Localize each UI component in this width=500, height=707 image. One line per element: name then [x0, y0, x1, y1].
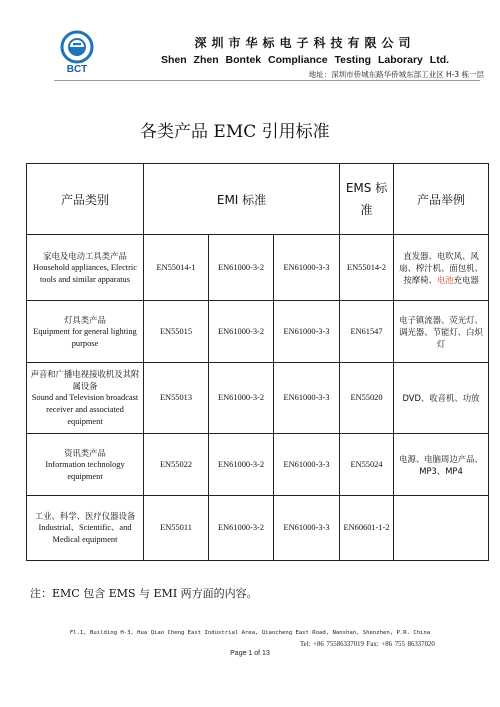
- category-en: Household appliances, Electric tools and similar apparatus: [33, 262, 137, 284]
- company-address: 地址：深圳市侨城东路华侨城东部工业区 H-3 栋一层: [308, 70, 484, 79]
- ems-standard: EN60601-1-2: [340, 496, 394, 561]
- category-cn: 资讯类产品: [64, 447, 106, 458]
- examples-cell: [394, 496, 489, 561]
- bct-logo: [54, 30, 100, 74]
- category-cell: [27, 363, 144, 434]
- company-name-cn: 深圳市华标电子科技有限公司: [194, 36, 416, 50]
- examples-cell: [394, 235, 489, 301]
- emi-standard-3: EN61000-3-3: [274, 363, 340, 434]
- emi-standard-2: EN61000-3-2: [209, 363, 274, 434]
- letterhead: [0, 0, 500, 80]
- category-cell: [27, 496, 144, 561]
- header-examples: 产品举例: [394, 164, 489, 235]
- ems-standard: EN55024: [340, 434, 394, 496]
- category-cell: [27, 301, 144, 363]
- company-name-en: Shen Zhen Bontek Compliance Testing Laborary Ltd.: [160, 54, 450, 66]
- emc-standards-table: [26, 163, 489, 561]
- ems-standard: EN61547: [340, 301, 394, 363]
- table-row: [27, 301, 489, 363]
- category-cn: 声音和广播电视接收机及其附属设备: [30, 369, 140, 391]
- category-cn: 工业、科学、医疗仪器设备: [34, 511, 136, 521]
- examples-text: 直发器、电吹风、风扇、榨汁机、面包机、按摩椅、: [399, 250, 483, 285]
- emi-standard-3: EN61000-3-3: [274, 301, 340, 363]
- table-row: [27, 496, 489, 561]
- category-cn: 家电及电动工具类产品: [43, 250, 127, 261]
- emi-standard-3: EN61000-3-3: [274, 434, 340, 496]
- category-en: Industrial、Scientific、and Medical equipment: [38, 523, 132, 544]
- examples-cell: 电源、电脑周边产品、MP3、MP4: [394, 434, 489, 496]
- ems-standard: EN55020: [340, 363, 394, 434]
- document-title: 各类产品 EMC 引用标准: [140, 122, 330, 142]
- category-en: Sound and Television broadcast receiver and associated equipment: [31, 393, 139, 426]
- header-category: 产品类别: [27, 164, 144, 235]
- emi-standard-1: EN55011: [144, 496, 209, 561]
- examples-highlight: 电池: [436, 274, 454, 285]
- examples-text-end: 充电器: [453, 274, 479, 285]
- header-divider: [54, 80, 480, 81]
- page-number: Page 1 of 13: [230, 650, 270, 657]
- emi-standard-1: EN55013: [144, 363, 209, 434]
- emi-standard-2: EN61000-3-2: [209, 301, 274, 363]
- header-emi: EMI 标准: [144, 164, 340, 235]
- emi-standard-3: EN61000-3-3: [274, 235, 340, 301]
- emi-standard-2: EN61000-3-2: [209, 235, 274, 301]
- category-cell: [27, 235, 144, 301]
- examples-cell: 电子镇流器、荧光灯、调光器、节能灯、白炽灯: [394, 301, 489, 363]
- table-header-row: [27, 164, 489, 235]
- ems-standard: EN55014-2: [340, 235, 394, 301]
- emi-standard-1: EN55022: [144, 434, 209, 496]
- examples-cell: DVD、收音机、功放: [394, 363, 489, 434]
- category-en: Information technology equipment: [45, 459, 125, 481]
- emi-standard-1: EN55014-1: [144, 235, 209, 301]
- emi-standard-1: EN55015: [144, 301, 209, 363]
- header-ems: EMS 标准: [340, 164, 394, 235]
- logo-text: BCT: [66, 64, 88, 74]
- footnote: 注：EMC 包含 EMS 与 EMI 两方面的内容。: [30, 587, 258, 600]
- category-cell: [27, 434, 144, 496]
- category-en: Equipment for general lighting purpose: [33, 326, 137, 348]
- emi-standard-3: EN61000-3-3: [274, 496, 340, 561]
- emi-standard-2: EN61000-3-2: [209, 496, 274, 561]
- footer-contact: Tel: +86 75586337019 Fax: +86 755 86337020: [300, 641, 435, 648]
- emi-standard-2: EN61000-3-2: [209, 434, 274, 496]
- footer-address: Fl.1, Building H-3, Hua Qiao Cheng East Industrial Area, Qiaocheng East Road, Nanshan, Shenzhen, P.R. China: [69, 630, 431, 636]
- table-row: [27, 363, 489, 434]
- table-row: [27, 434, 489, 496]
- table-row: [27, 235, 489, 301]
- category-cn: 灯具类产品: [64, 314, 106, 325]
